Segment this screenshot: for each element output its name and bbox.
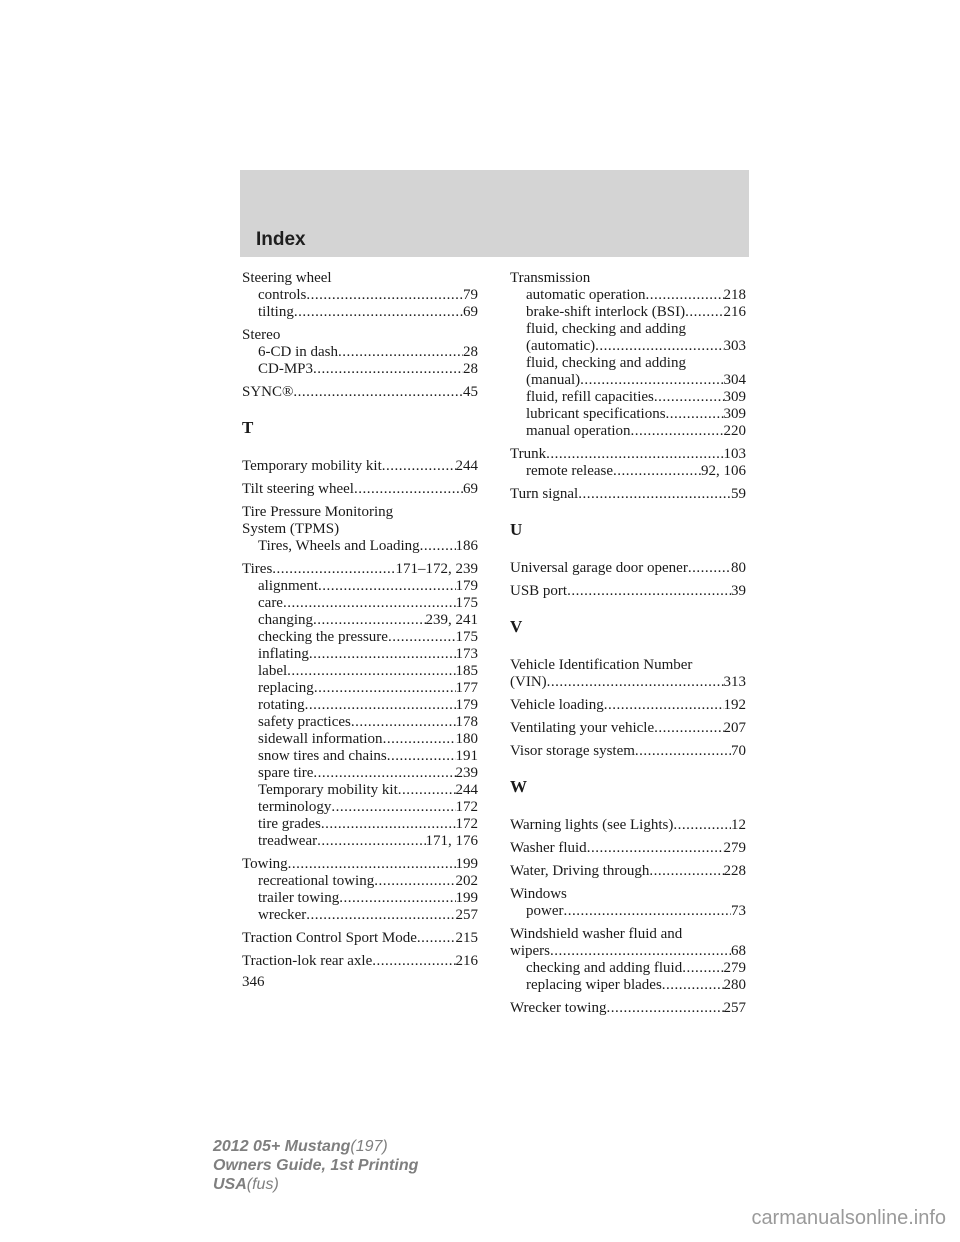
index-page-ref: 186	[455, 538, 478, 554]
index-line	[242, 287, 478, 304]
index-page-ref: 28	[463, 361, 478, 377]
index-term: Traction Control Sport Mode	[242, 930, 417, 946]
footer-line-3	[213, 1175, 418, 1194]
index-entry	[242, 930, 478, 947]
index-term: (manual)	[526, 372, 581, 388]
index-line	[242, 833, 478, 850]
index-entry	[242, 561, 478, 850]
index-line	[242, 361, 478, 378]
index-page-ref: 244	[455, 782, 478, 798]
dot-leader	[283, 595, 456, 612]
index-term: checking the pressure	[258, 629, 388, 645]
index-term: lubricant specifications	[526, 406, 666, 422]
index-line	[510, 372, 746, 389]
dot-leader	[666, 406, 724, 423]
dot-leader	[388, 629, 456, 646]
index-term: Towing	[242, 856, 288, 872]
index-line	[242, 344, 478, 361]
dot-leader	[635, 743, 731, 760]
index-letter-heading: T	[242, 418, 254, 437]
index-entry	[242, 270, 478, 321]
index-line	[242, 646, 478, 663]
index-line	[242, 304, 478, 321]
watermark: carmanualsonline.info	[751, 1207, 946, 1229]
dot-leader	[309, 646, 456, 663]
dot-leader	[606, 1000, 723, 1017]
index-line	[510, 423, 746, 440]
index-term: tilting	[258, 304, 294, 320]
index-page-ref: 179	[455, 697, 478, 713]
index-page-ref: 228	[723, 863, 746, 879]
index-page-ref: 178	[455, 714, 478, 730]
index-page-ref: 73	[731, 903, 746, 919]
index-entry	[510, 697, 746, 714]
index-line	[242, 907, 478, 924]
index-line	[242, 612, 478, 629]
dot-leader	[631, 423, 724, 440]
index-line	[510, 817, 746, 834]
dot-leader	[288, 856, 456, 873]
index-term: Windshield washer fluid and	[510, 926, 683, 942]
index-term: Windows	[510, 886, 567, 902]
index-page-ref: 69	[463, 481, 478, 497]
index-line	[242, 538, 478, 555]
index-term: Tires, Wheels and Loading	[258, 538, 420, 554]
index-line	[242, 458, 478, 475]
footer-model: 2012 05+ Mustang	[213, 1138, 351, 1155]
dot-leader	[313, 612, 426, 629]
dot-leader	[351, 714, 456, 731]
footer-model-code: (197)	[350, 1138, 388, 1155]
index-entry	[510, 817, 746, 834]
dot-leader	[420, 538, 456, 555]
dot-leader	[313, 361, 463, 378]
index-term: (automatic)	[526, 338, 596, 354]
dot-leader	[318, 578, 456, 595]
index-line	[242, 816, 478, 833]
index-line	[242, 856, 478, 873]
index-page-ref: 70	[731, 743, 746, 759]
index-page-ref: 79	[463, 287, 478, 303]
index-term: USB port	[510, 583, 568, 599]
index-term: replacing wiper blades	[526, 977, 662, 993]
index-line	[510, 338, 746, 355]
index-line	[510, 304, 746, 321]
index-term: wipers	[510, 943, 550, 959]
index-line	[242, 481, 478, 498]
index-entry	[242, 953, 478, 970]
index-line	[510, 863, 746, 880]
dot-leader	[321, 816, 456, 833]
index-line	[510, 560, 746, 577]
index-entry	[510, 886, 746, 920]
index-entry	[510, 270, 746, 440]
index-entry	[510, 743, 746, 760]
index-line	[510, 960, 746, 977]
index-entry	[242, 481, 478, 498]
dot-leader	[398, 782, 456, 799]
index-page-ref: 313	[723, 674, 746, 690]
index-line	[510, 943, 746, 960]
index-entry	[510, 926, 746, 994]
dot-leader	[613, 463, 701, 480]
index-term: SYNC®	[242, 384, 294, 400]
index-entry	[510, 446, 746, 480]
index-entry	[242, 327, 478, 378]
index-line	[242, 680, 478, 697]
index-page-ref: 279	[723, 960, 746, 976]
index-column-right	[510, 270, 746, 1023]
index-entry	[242, 856, 478, 924]
index-line	[242, 714, 478, 731]
index-term: snow tires and chains	[258, 748, 387, 764]
index-term: CD-MP3	[258, 361, 314, 377]
index-term: Trunk	[510, 446, 547, 462]
index-entry	[242, 384, 478, 401]
index-page-ref: 12	[731, 817, 746, 833]
index-page-ref: 257	[455, 907, 478, 923]
index-term: Warning lights (see Lights)	[510, 817, 674, 833]
index-page-ref: 207	[723, 720, 746, 736]
header-band	[240, 170, 749, 257]
index-entry	[510, 657, 746, 691]
index-page-ref: 303	[723, 338, 746, 354]
dot-leader	[673, 817, 731, 834]
index-page-ref: 192	[723, 697, 746, 713]
index-letter-heading: W	[510, 777, 527, 796]
index-line	[242, 629, 478, 646]
index-entry	[510, 1000, 746, 1017]
index-line	[510, 674, 746, 691]
index-term: label	[258, 663, 288, 679]
index-term: Transmission	[510, 270, 591, 286]
index-term: Temporary mobility kit	[258, 782, 398, 798]
index-term: fluid, checking and adding	[526, 321, 686, 337]
index-page-ref: 309	[723, 406, 746, 422]
footer-line-2: Owners Guide, 1st Printing	[213, 1157, 419, 1174]
index-page-ref: 172	[455, 799, 478, 815]
index-term: recreational towing	[258, 873, 375, 889]
index-entry	[510, 840, 746, 857]
index-line	[242, 561, 478, 578]
index-line	[510, 1000, 746, 1017]
index-page-ref: 239, 241	[425, 612, 478, 628]
dot-leader	[646, 287, 724, 304]
dot-leader	[580, 372, 723, 389]
dot-leader	[305, 697, 456, 714]
dot-leader	[567, 583, 731, 600]
index-line	[242, 782, 478, 799]
index-page-ref: 39	[731, 583, 746, 599]
index-page-ref: 173	[455, 646, 478, 662]
index-term: Vehicle loading	[510, 697, 604, 713]
footer-line-1	[213, 1137, 418, 1156]
dot-leader	[293, 384, 463, 401]
index-line	[510, 463, 746, 480]
index-line	[242, 765, 478, 782]
index-page-ref: 80	[731, 560, 746, 576]
index-line	[510, 903, 746, 920]
index-term: Vehicle Identification Number	[510, 657, 693, 673]
index-page-ref: 216	[723, 304, 746, 320]
index-term: Wrecker towing	[510, 1000, 607, 1016]
index-line	[510, 287, 746, 304]
index-term: power	[526, 903, 564, 919]
index-page-ref: 279	[723, 840, 746, 856]
index-line	[242, 663, 478, 680]
index-page-ref: 309	[723, 389, 746, 405]
index-page-ref: 59	[731, 486, 746, 502]
index-page-ref: 92, 106	[701, 463, 746, 479]
index-term: Universal garage door opener	[510, 560, 688, 576]
index-term: Tires	[242, 561, 273, 577]
dot-leader	[546, 446, 723, 463]
index-line	[242, 731, 478, 748]
index-page-ref: 68	[731, 943, 746, 959]
index-page-ref: 304	[723, 372, 746, 388]
index-line	[242, 578, 478, 595]
index-line	[510, 720, 746, 737]
index-page-ref: 257	[723, 1000, 746, 1016]
index-page-ref: 175	[455, 629, 478, 645]
index-page-ref: 202	[455, 873, 478, 889]
index-term: Tilt steering wheel	[242, 481, 354, 497]
index-term: replacing	[258, 680, 314, 696]
index-term: Visor storage system	[510, 743, 635, 759]
index-line	[242, 697, 478, 714]
index-term: Temporary mobility kit	[242, 458, 382, 474]
index-term: Ventilating your vehicle	[510, 720, 655, 736]
index-term: checking and adding fluid	[526, 960, 683, 976]
index-page-ref: 216	[455, 953, 478, 969]
index-line	[242, 890, 478, 907]
dot-leader	[317, 833, 425, 850]
dot-leader	[314, 680, 456, 697]
dot-leader	[354, 481, 463, 498]
dot-leader	[338, 344, 463, 361]
index-line	[510, 389, 746, 406]
index-term: rotating	[258, 697, 305, 713]
index-term: treadwear	[258, 833, 318, 849]
dot-leader	[682, 960, 723, 977]
index-page-ref: 175	[455, 595, 478, 611]
index-line	[510, 840, 746, 857]
index-term: safety practices	[258, 714, 351, 730]
index-entry	[242, 504, 478, 555]
index-term: terminology	[258, 799, 332, 815]
index-page-ref: 244	[455, 458, 478, 474]
dot-leader	[564, 903, 732, 920]
dot-leader	[272, 561, 395, 578]
index-page-ref: 220	[723, 423, 746, 439]
index-line	[242, 384, 478, 401]
index-page-ref: 239	[455, 765, 478, 781]
dot-leader	[578, 486, 731, 503]
index-term: sidewall information	[258, 731, 383, 747]
index-column-left	[242, 270, 478, 976]
index-term: Tire Pressure Monitoring	[242, 504, 394, 520]
index-term: tire grades	[258, 816, 321, 832]
index-term: alignment	[258, 578, 318, 594]
dot-leader	[604, 697, 724, 714]
index-term: (VIN)	[510, 674, 547, 690]
index-page-ref: 28	[463, 344, 478, 360]
index-page-ref: 185	[455, 663, 478, 679]
index-line	[242, 799, 478, 816]
dot-leader	[294, 304, 463, 321]
dot-leader	[331, 799, 455, 816]
index-entry	[510, 863, 746, 880]
index-term: 6-CD in dash	[258, 344, 338, 360]
dot-leader	[595, 338, 723, 355]
index-term: Water, Driving through	[510, 863, 650, 879]
dot-leader	[287, 663, 455, 680]
index-term: System (TPMS)	[242, 521, 340, 537]
dot-leader	[654, 720, 723, 737]
index-letter-heading: V	[510, 617, 523, 636]
index-term: changing	[258, 612, 313, 628]
index-term: Steering wheel	[242, 270, 332, 286]
index-term: inflating	[258, 646, 309, 662]
index-line	[242, 748, 478, 765]
index-page-ref: 171–172, 239	[395, 561, 478, 577]
index-page-ref: 103	[723, 446, 746, 462]
index-term: care	[258, 595, 283, 611]
dot-leader	[387, 748, 456, 765]
footer	[213, 1137, 418, 1194]
dot-leader	[649, 863, 723, 880]
dot-leader	[313, 765, 455, 782]
page-number: 346	[242, 974, 265, 990]
dot-leader	[685, 304, 723, 321]
index-term: Traction-lok rear axle	[242, 953, 373, 969]
index-term: Turn signal	[510, 486, 579, 502]
index-page-ref: 199	[455, 856, 478, 872]
index-line	[242, 953, 478, 970]
index-page-ref: 177	[455, 680, 478, 696]
index-term: remote release	[526, 463, 614, 479]
dot-leader	[382, 458, 456, 475]
index-page-ref: 171, 176	[425, 833, 478, 849]
index-page-ref: 180	[455, 731, 478, 747]
index-page-ref: 280	[723, 977, 746, 993]
index-page-ref: 179	[455, 578, 478, 594]
index-page-ref: 199	[455, 890, 478, 906]
index-page-ref: 218	[723, 287, 746, 303]
index-line	[242, 595, 478, 612]
index-term: wrecker	[258, 907, 307, 923]
index-line	[510, 406, 746, 423]
index-page-ref: 45	[463, 384, 478, 400]
dot-leader	[306, 287, 463, 304]
index-entry	[510, 486, 746, 503]
index-term: trailer towing	[258, 890, 340, 906]
index-term: controls	[258, 287, 307, 303]
index-term: fluid, refill capacities	[526, 389, 654, 405]
index-line	[510, 583, 746, 600]
index-term: brake-shift interlock (BSI)	[526, 304, 686, 320]
index-page-ref: 172	[455, 816, 478, 832]
index-term: automatic operation	[526, 287, 646, 303]
index-line	[510, 697, 746, 714]
index-page-ref: 69	[463, 304, 478, 320]
dot-leader	[383, 731, 456, 748]
dot-leader	[339, 890, 455, 907]
index-term: Washer fluid	[510, 840, 587, 856]
dot-leader	[306, 907, 455, 924]
index-entry	[510, 720, 746, 737]
index-entry	[510, 560, 746, 577]
section-title: Index	[256, 229, 306, 250]
dot-leader	[688, 560, 731, 577]
footer-market: USA	[213, 1176, 247, 1193]
index-letter-heading: U	[510, 520, 523, 539]
footer-market-code: (fus)	[246, 1176, 279, 1193]
dot-leader	[372, 953, 455, 970]
index-entry	[242, 458, 478, 475]
dot-leader	[417, 930, 456, 947]
dot-leader	[547, 674, 724, 691]
dot-leader	[374, 873, 455, 890]
index-line	[510, 743, 746, 760]
index-term: spare tire	[258, 765, 314, 781]
index-line	[242, 873, 478, 890]
index-line	[510, 446, 746, 463]
dot-leader	[550, 943, 731, 960]
index-term: manual operation	[526, 423, 631, 439]
dot-leader	[587, 840, 724, 857]
index-page-ref: 215	[455, 930, 478, 946]
index-entry	[510, 583, 746, 600]
index-line	[510, 486, 746, 503]
index-line	[242, 930, 478, 947]
index-term: Stereo	[242, 327, 281, 343]
index-page-ref: 191	[455, 748, 478, 764]
dot-leader	[662, 977, 724, 994]
index-term: fluid, checking and adding	[526, 355, 686, 371]
index-line	[510, 977, 746, 994]
dot-leader	[654, 389, 724, 406]
